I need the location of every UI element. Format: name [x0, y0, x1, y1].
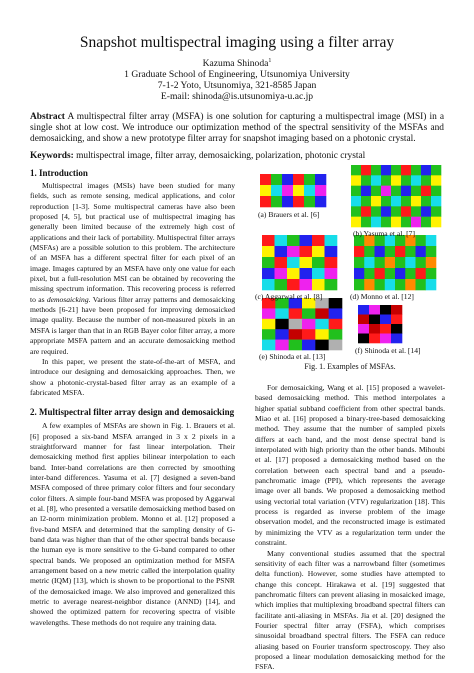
- filter-cell: [431, 206, 441, 217]
- section-1-heading: 1. Introduction: [30, 168, 88, 178]
- filter-cell: [411, 175, 421, 186]
- filter-cell: [275, 257, 288, 268]
- filter-cell: [325, 268, 338, 279]
- filter-cell: [391, 175, 401, 186]
- author-address: 7-1-2 Yoto, Utsunomiya, 321-8585 Japan: [157, 80, 317, 92]
- filter-cell: [426, 246, 437, 257]
- paper-title: Snapshot multispectral imaging using a filter array: [79, 34, 395, 51]
- filter-cell: [262, 268, 275, 279]
- filter-cell: [391, 206, 401, 217]
- filter-cell: [329, 319, 343, 330]
- filter-cell: [287, 257, 300, 268]
- filter-cell: [312, 279, 325, 290]
- filter-cell: [380, 334, 391, 344]
- filter-cell: [312, 268, 325, 279]
- filter-cell: [361, 206, 371, 217]
- msfa-pattern-d: [354, 235, 436, 290]
- filter-cell: [421, 217, 431, 228]
- filter-cell: [275, 246, 288, 257]
- filter-cell: [354, 246, 365, 257]
- filter-cell: [381, 196, 391, 207]
- filter-cell: [275, 329, 289, 340]
- filter-cell: [275, 279, 288, 290]
- filter-cell: [401, 186, 411, 197]
- author-name: Kazuma Shinoda$^1$: [202, 58, 272, 70]
- filter-cell: [325, 279, 338, 290]
- filter-cell: [361, 196, 371, 207]
- msfa-pattern-b: [351, 165, 441, 227]
- filter-cell: [358, 324, 369, 334]
- filter-cell: [405, 246, 416, 257]
- filter-cell: [364, 246, 375, 257]
- filter-cell: [401, 175, 411, 186]
- filter-cell: [325, 246, 338, 257]
- filter-cell: [304, 174, 315, 185]
- filter-cell: [364, 257, 375, 268]
- filter-cell: [315, 308, 329, 319]
- filter-cell: [371, 217, 381, 228]
- filter-cell: [302, 319, 316, 330]
- filter-cell: [351, 175, 361, 186]
- filter-cell: [289, 329, 303, 340]
- filter-cell: [401, 206, 411, 217]
- filter-cell: [411, 165, 421, 176]
- filter-cell: [364, 279, 375, 290]
- intro-paragraph-2: In this paper, we present the state-of-the-art of MSFA, and introduce our designing and demosaicking approaches. Then, we show a photonic-crystal-based filter array as an example of a fabricated MSFA.: [30, 356, 235, 397]
- filter-cell: [395, 257, 406, 268]
- filter-cell: [431, 165, 441, 176]
- filter-cell: [431, 196, 441, 207]
- figure-label-d: (d) Monno et al. [12]: [350, 292, 414, 301]
- abstract-label: Abstract: [30, 112, 65, 122]
- section-2-heading: 2. Multispectral filter array design and demosaicking: [30, 407, 235, 418]
- filter-cell: [385, 279, 396, 290]
- filter-cell: [431, 217, 441, 228]
- filter-cell: [391, 334, 402, 344]
- filter-cell: [431, 186, 441, 197]
- filter-cell: [411, 206, 421, 217]
- keywords-text: multispectral image, filter array, demosaicking, polarization, photonic crystal: [76, 151, 366, 161]
- filter-cell: [426, 279, 437, 290]
- filter-cell: [289, 319, 303, 330]
- filter-cell: [380, 315, 391, 325]
- filter-cell: [282, 174, 293, 185]
- right-paragraph-2: Many conventional studies assumed that the spectral sensitivity of each filter was a narrowband filter (sometimes delta function). However, some studies have attempted to change this concept. Hirakawa et al. [19] suggested that panchromatic filters can prevent aliasing in mosaicked image, which implies that multiplexing broadband spectral filters can facilitate anti-aliasing in MSFAs. Jia et al. [20] designed the Fourier spectral filter array (FSFA), which comprises sinusoidal broadband spectral filters. The FSFA can reduce aliasing based on Fourier transform spectroscopy. They also proposed a linear modulation demosaicking method for the FSFA.: [255, 548, 445, 672]
- filter-cell: [371, 165, 381, 176]
- figure-label-e: (e) Shinoda et al. [13]: [259, 352, 326, 361]
- filter-cell: [351, 186, 361, 197]
- filter-cell: [385, 268, 396, 279]
- filter-cell: [329, 329, 343, 340]
- filter-cell: [312, 246, 325, 257]
- filter-cell: [364, 268, 375, 279]
- filter-cell: [351, 165, 361, 176]
- filter-cell: [358, 305, 369, 315]
- filter-cell: [358, 315, 369, 325]
- filter-cell: [405, 257, 416, 268]
- filter-cell: [405, 268, 416, 279]
- filter-cell: [411, 186, 421, 197]
- filter-cell: [371, 206, 381, 217]
- filter-cell: [391, 186, 401, 197]
- filter-cell: [300, 257, 313, 268]
- filter-cell: [361, 175, 371, 186]
- filter-cell: [369, 334, 380, 344]
- filter-cell: [369, 315, 380, 325]
- filter-cell: [329, 298, 343, 309]
- filter-cell: [381, 217, 391, 228]
- filter-cell: [315, 196, 326, 207]
- filter-cell: [381, 206, 391, 217]
- filter-cell: [271, 196, 282, 207]
- filter-cell: [287, 279, 300, 290]
- filter-cell: [381, 175, 391, 186]
- filter-cell: [369, 305, 380, 315]
- filter-cell: [315, 340, 329, 351]
- filter-cell: [421, 206, 431, 217]
- abstract-text: A multispectral filter array (MSFA) is one solution for capturing a multispectral image (MSI) in a single shot at low cost. We introduce our optimization method of the spectral sensitivity of the MSFAs and demosaicking, and show a new prototype filter array for snapshot imaging based on a photonic crystal.: [30, 112, 445, 145]
- msfa-pattern-c: [262, 235, 337, 290]
- filter-cell: [385, 257, 396, 268]
- filter-cell: [302, 329, 316, 340]
- filter-cell: [361, 165, 371, 176]
- filter-cell: [421, 196, 431, 207]
- filter-cell: [262, 340, 276, 351]
- filter-cell: [354, 279, 365, 290]
- filter-cell: [262, 329, 276, 340]
- filter-cell: [260, 174, 271, 185]
- filter-cell: [421, 175, 431, 186]
- figure-label-a: (a) Brauers et al. [6]: [258, 210, 320, 219]
- filter-cell: [271, 185, 282, 196]
- filter-cell: [371, 186, 381, 197]
- filter-cell: [375, 257, 386, 268]
- filter-cell: [304, 196, 315, 207]
- filter-cell: [304, 185, 315, 196]
- filter-cell: [262, 246, 275, 257]
- filter-cell: [380, 324, 391, 334]
- filter-cell: [395, 279, 406, 290]
- filter-cell: [391, 305, 402, 315]
- filter-cell: [293, 185, 304, 196]
- filter-cell: [329, 308, 343, 319]
- filter-cell: [380, 305, 391, 315]
- filter-cell: [325, 257, 338, 268]
- filter-cell: [287, 235, 300, 246]
- filter-cell: [329, 340, 343, 351]
- filter-cell: [275, 319, 289, 330]
- filter-cell: [275, 308, 289, 319]
- filter-cell: [262, 279, 275, 290]
- filter-cell: [315, 329, 329, 340]
- filter-cell: [315, 319, 329, 330]
- filter-cell: [369, 324, 380, 334]
- filter-cell: [391, 315, 402, 325]
- filter-cell: [381, 165, 391, 176]
- filter-cell: [351, 196, 361, 207]
- filter-cell: [315, 174, 326, 185]
- filter-cell: [302, 340, 316, 351]
- filter-cell: [282, 185, 293, 196]
- filter-cell: [354, 268, 365, 279]
- filter-cell: [381, 186, 391, 197]
- figure-label-b: (b) Yasuma et al. [7]: [353, 229, 416, 238]
- figure-caption: Fig. 1. Examples of MSFAs.: [304, 362, 396, 371]
- filter-cell: [426, 235, 437, 246]
- msfa-pattern-e: [262, 298, 342, 350]
- filter-cell: [275, 340, 289, 351]
- msfa-pattern-a: [260, 174, 326, 207]
- filter-cell: [431, 175, 441, 186]
- filter-cell: [289, 340, 303, 351]
- filter-cell: [287, 246, 300, 257]
- filter-cell: [300, 279, 313, 290]
- author-email: E-mail: shinoda@is.utsunomiya-u.ac.jp: [160, 91, 314, 103]
- filter-cell: [426, 257, 437, 268]
- filter-cell: [262, 257, 275, 268]
- filter-cell: [416, 268, 427, 279]
- filter-cell: [282, 196, 293, 207]
- keywords-label: Keywords:: [30, 151, 74, 161]
- section-2-paragraph-1: A few examples of MSFAs are shown in Fig. 1. Brauers et al. [6] proposed a six-band MSFA arranged in 3 x 2 pixels in a straightforward manner for fast linear interpolation. Their demosaicking method first applies bilinear interpolation to each band. Inter-band correlations are then corrected by smoothing inter-band differences. Yasuma et al. [7] designed a seven-band MSFA composed of three primary color filters and four secondary color filters. A simple four-band MSFA was proposed by Aggarwal et al. [8], who presented a versatile demosaicking method based on an l2-norm minimization problem. Monno et al. [12] proposed a five-band MSFA and determined that the sampling density of G-band data was higher than that of the other spectral bands because the human eye is more sensitive to the G-band compared to other spectral bands. We proposed an optimization method for MSFA arrangement based on a new metric called the interpolation quality metric (IQM) [13], which is shown to be proportional to the PSNR of the demosaicked image. We also improved and generalized this metric to average nearest-neighbor distance (ANND) [14], and showed the optimized pattern for recovering spectra of visible wavelengths. These methods do not require any training data.: [30, 421, 235, 627]
- figure-label-f: (f) Shinoda et al. [14]: [355, 346, 421, 355]
- filter-cell: [289, 308, 303, 319]
- filter-cell: [371, 196, 381, 207]
- filter-cell: [416, 257, 427, 268]
- filter-cell: [421, 186, 431, 197]
- filter-cell: [262, 308, 276, 319]
- author-affiliation: 1 Graduate School of Engineering, Utsunomiya University: [124, 69, 350, 81]
- filter-cell: [411, 217, 421, 228]
- filter-cell: [401, 165, 411, 176]
- filter-cell: [416, 279, 427, 290]
- msfa-pattern-f: [358, 305, 402, 343]
- filter-cell: [275, 268, 288, 279]
- filter-cell: [271, 174, 282, 185]
- filter-cell: [371, 175, 381, 186]
- filter-cell: [391, 165, 401, 176]
- filter-cell: [375, 268, 386, 279]
- filter-cell: [275, 235, 288, 246]
- filter-cell: [351, 206, 361, 217]
- right-paragraph-1: For demosaicking, Wang et al. [15] proposed a wavelet-based demosaicking method. This method interpolates a higher spatial subband coefficient from other spectral bands. Miao et al. [16] proposed a binary-tree-based demosaicking method. They assume that the number of sampled pixels differs at each band, and the most dense spectral band is interpolated with high priority than the other bands. Mihoubi et al. [17] proposed a demosaicking method based on the correlation between each spectral band and a pseudo-panchromatic image (PPI), which represents the average image over all bands. We proposed a demosaicking method using vectorial total variation (VTV) regularization [18]. This process is regarded as inverse problem of the image observation model, and the reconstructed image is estimated by minimizing the VTV as a regularization term under the constraint.: [255, 383, 445, 548]
- filter-cell: [395, 268, 406, 279]
- filter-cell: [287, 268, 300, 279]
- filter-cell: [300, 235, 313, 246]
- filter-cell: [351, 217, 361, 228]
- filter-cell: [391, 324, 402, 334]
- filter-cell: [411, 196, 421, 207]
- filter-cell: [300, 246, 313, 257]
- filter-cell: [416, 235, 427, 246]
- filter-cell: [260, 196, 271, 207]
- filter-cell: [391, 217, 401, 228]
- filter-cell: [361, 217, 371, 228]
- filter-cell: [358, 334, 369, 344]
- filter-cell: [262, 235, 275, 246]
- filter-cell: [385, 246, 396, 257]
- filter-cell: [375, 279, 386, 290]
- filter-cell: [361, 186, 371, 197]
- filter-cell: [395, 246, 406, 257]
- filter-cell: [421, 165, 431, 176]
- filter-cell: [315, 185, 326, 196]
- filter-cell: [300, 268, 313, 279]
- filter-cell: [375, 246, 386, 257]
- intro-paragraph-1: Multispectral images (MSIs) have been studied for many fields, such as remote sensing, medical applications, and color reproduction [1-3]. Some multispectral cameras have also been proposed [4, 5], but practical use of multispectral imaging has generally been limited because of the extremely high cost of applications and their lack of portability. Multispectral filter arrays (MSFAs) are a possible solution to this problem. The architecture of an MSFA has a different spectral filter for each pixel of an image. Images captured by an MSFA have only one value for each pixel, but a full-resolution MSI can be obtained by recovering the missing spectrum information. This recovering process is referred to as demosaicking. Various filter array patterns and demosaicking methods [6-21] have been proposed for improving demosaicked image quality. Because the number of non-measured pixels in an MSFA is larger than that in an RGB Bayer color filter array, a more appropriate MSFA pattern and an accurate demosaicking method are required.: [30, 181, 235, 356]
- filter-cell: [302, 308, 316, 319]
- filter-cell: [405, 279, 416, 290]
- filter-cell: [312, 257, 325, 268]
- filter-cell: [293, 196, 304, 207]
- filter-cell: [260, 185, 271, 196]
- filter-cell: [262, 319, 276, 330]
- filter-cell: [325, 235, 338, 246]
- filter-cell: [354, 257, 365, 268]
- filter-cell: [401, 196, 411, 207]
- filter-cell: [391, 196, 401, 207]
- right-column: [255, 383, 445, 673]
- filter-cell: [312, 235, 325, 246]
- figure-label-c: (c) Aggarwal et al. [8]: [255, 292, 323, 301]
- filter-cell: [401, 217, 411, 228]
- filter-cell: [426, 268, 437, 279]
- filter-cell: [293, 174, 304, 185]
- filter-cell: [416, 246, 427, 257]
